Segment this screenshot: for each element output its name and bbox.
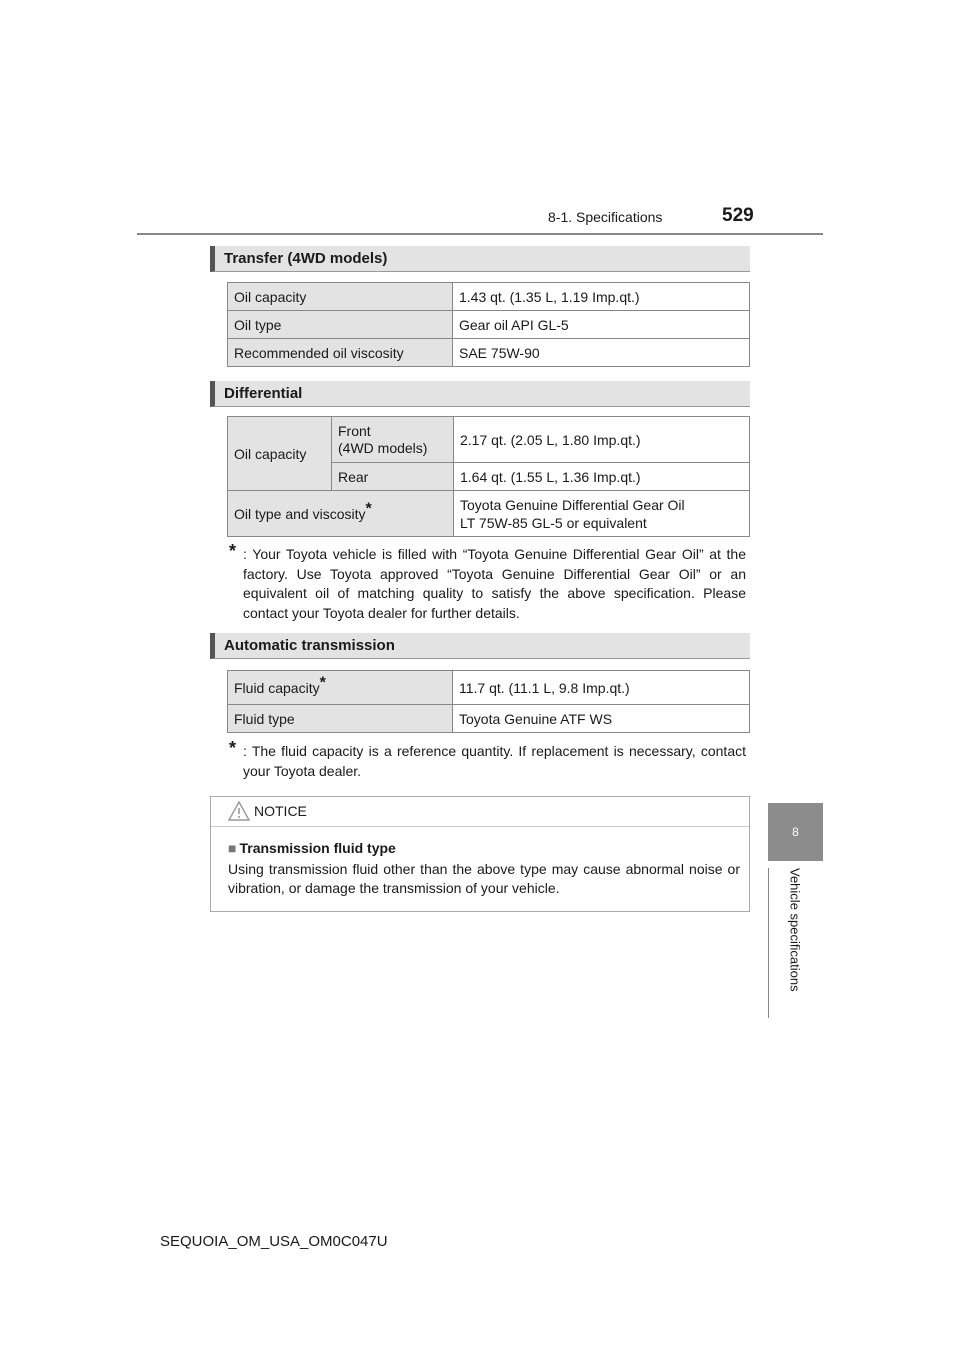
notice-header [211,797,749,827]
chapter-tab[interactable]: 8 [768,803,823,861]
document-code: SEQUOIA_OM_USA_OM0C047U [160,1233,388,1250]
differential-oil-type-label [228,491,454,537]
table-row [228,339,750,367]
transfer-viscosity-label: Recommended oil viscosity [228,339,453,367]
fluid-type-value: Toyota Genuine ATF WS [453,705,750,733]
transfer-heading [210,246,750,272]
transfer-table [227,282,750,367]
warning-icon [228,801,250,821]
oil-type-label-text: Oil type and viscosity [234,505,366,522]
table-row [228,417,750,463]
transfer-viscosity-value: SAE 75W-90 [453,339,750,367]
front-label-line1: Front [338,422,371,439]
differential-oil-capacity-label: Oil capacity [228,417,332,491]
transfer-oil-capacity-value: 1.43 qt. (1.35 L, 1.19 Imp.qt.) [453,283,750,311]
page-number: 529 [722,205,754,226]
notice-title [228,840,396,856]
automatic-transmission-heading [210,633,750,659]
section-title: 8-1. Specifications [548,209,663,225]
fluid-capacity-label-text: Fluid capacity [234,679,320,696]
automatic-footnote-text: : The fluid capacity is a reference quantity. If replacement is necessary, contact your Toyota dealer. [243,743,746,779]
table-row [228,491,750,537]
table-row [228,311,750,339]
bullet-square-icon: ■ [228,840,237,856]
differential-table [227,416,750,537]
oil-type-value-line2: LT 75W-85 GL-5 or equivalent [460,514,647,531]
transfer-heading-text: Transfer (4WD models) [224,250,388,267]
fluid-type-label: Fluid type [228,705,453,733]
automatic-footnote [229,738,746,781]
table-row [228,705,750,733]
differential-heading [210,381,750,407]
transfer-oil-capacity-label: Oil capacity [228,283,453,311]
header-divider [137,233,823,235]
differential-heading-text: Differential [224,385,303,402]
differential-footnote [229,541,746,623]
differential-oil-type-value [454,491,750,537]
front-label-line2: (4WD models) [338,439,428,456]
differential-rear-value: 1.64 qt. (1.55 L, 1.36 Imp.qt.) [454,463,750,491]
notice-title-text: Transmission fluid type [239,840,396,856]
fluid-capacity-label [228,671,453,705]
table-row [228,283,750,311]
notice-label: NOTICE [254,803,307,819]
footnote-marker: * [319,673,326,691]
oil-type-value-line1: Toyota Genuine Differential Gear Oil [460,496,685,513]
automatic-transmission-table [227,670,750,733]
differential-footnote-text: : Your Toyota vehicle is filled with “Toyota Genuine Differential Gear Oil” at the factory. Use Toyota approved “Toyota Genuine Differential Gear Oil” or an equivalent oil of matching quality to satisfy the above specification. Please contact your Toyota dealer for further details. [243,546,746,621]
notice-body: Using transmission fluid other than the above type may cause abnormal noise or vibration, or damage the transmission of your vehicle. [228,861,740,896]
notice-box [210,796,750,912]
footnote-star: * [229,541,237,561]
differential-rear-label: Rear [332,463,454,491]
differential-front-value: 2.17 qt. (2.05 L, 1.80 Imp.qt.) [454,417,750,463]
footnote-star: * [229,738,237,758]
footnote-marker: * [365,499,372,517]
automatic-transmission-heading-text: Automatic transmission [224,637,395,654]
chapter-tab-label: Vehicle specifications [787,868,803,992]
transfer-oil-type-value: Gear oil API GL-5 [453,311,750,339]
table-row [228,671,750,705]
differential-front-label [332,417,454,463]
transfer-oil-type-label: Oil type [228,311,453,339]
fluid-capacity-value: 11.7 qt. (11.1 L, 9.8 Imp.qt.) [453,671,750,705]
chapter-tab-divider [768,868,769,1018]
